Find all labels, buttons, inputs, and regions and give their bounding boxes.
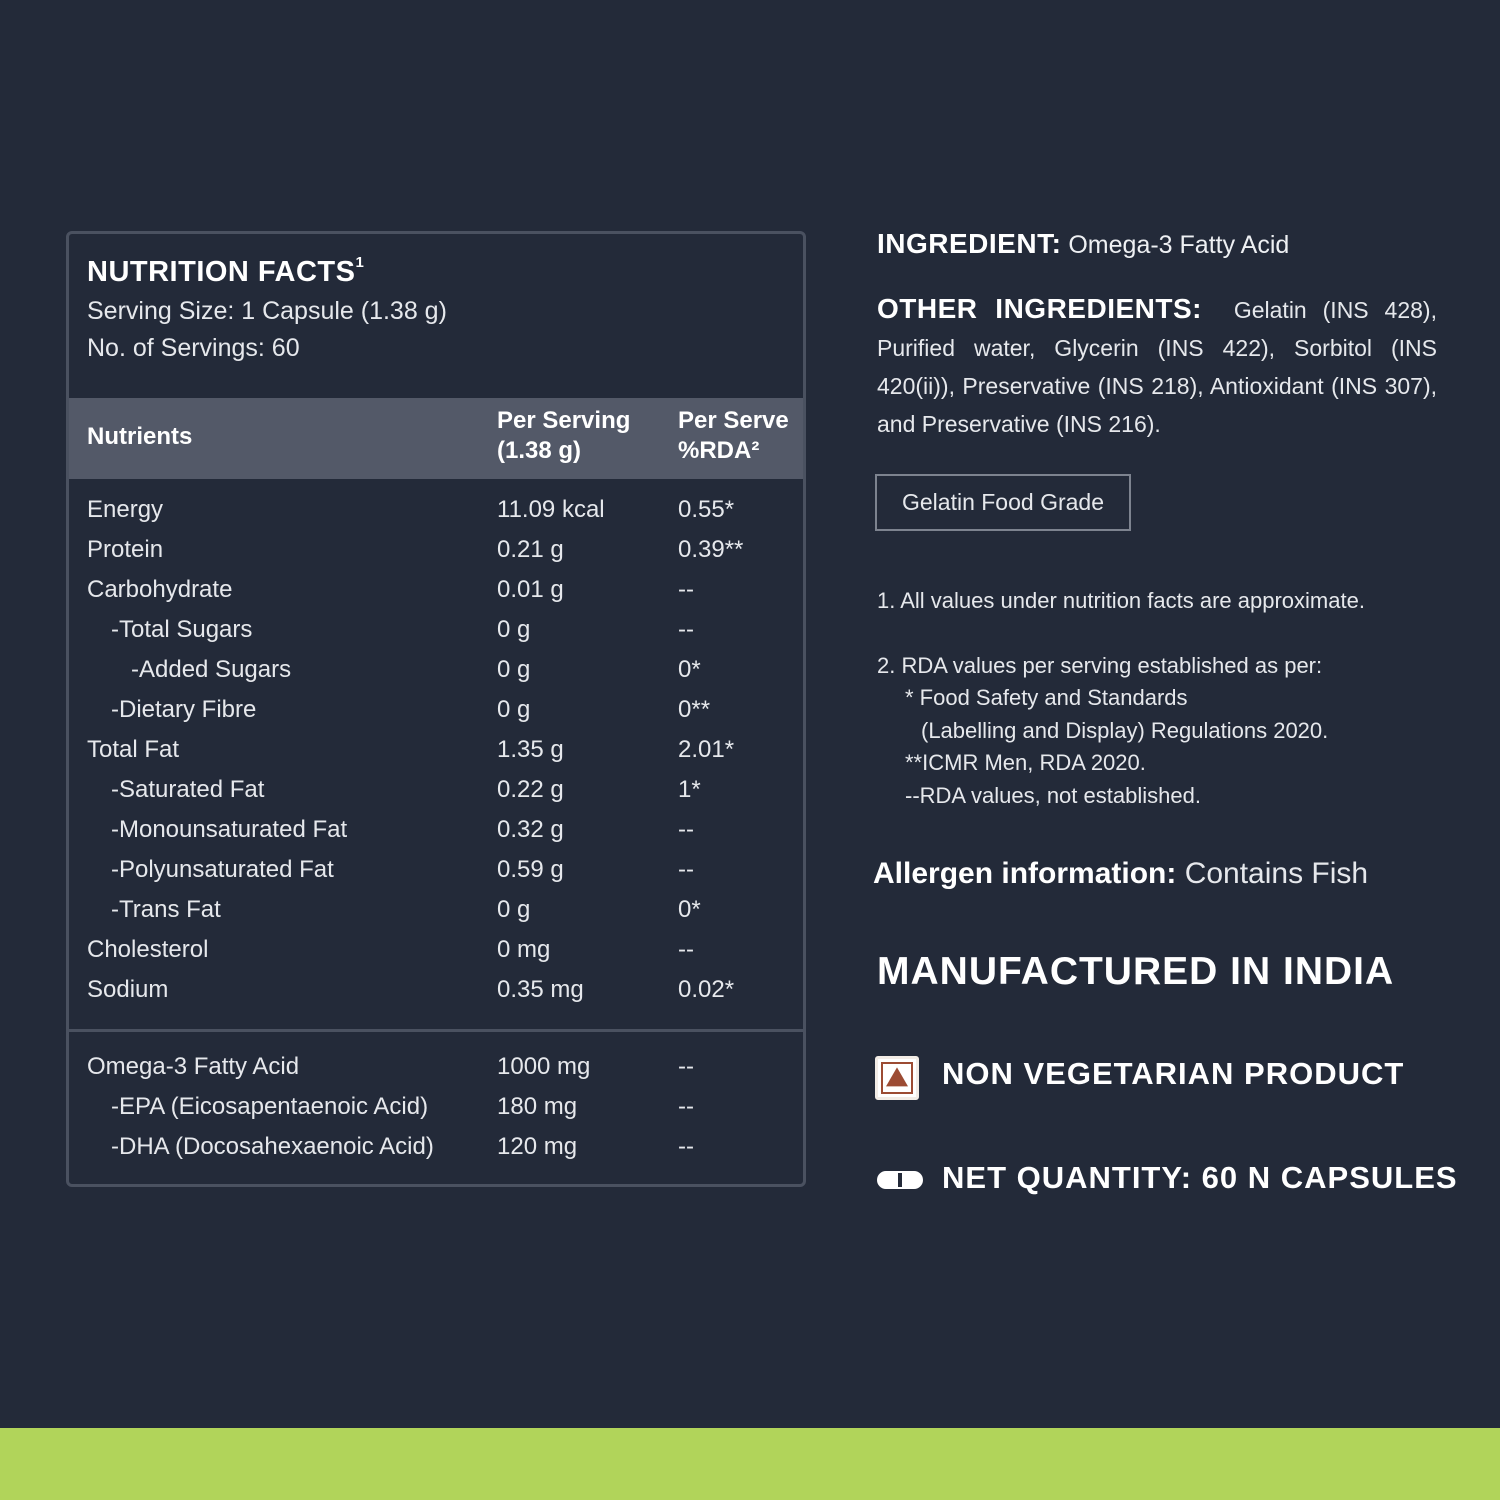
table-row bbox=[69, 732, 803, 772]
nutrient-name: -Added Sugars bbox=[131, 656, 292, 683]
nutrient-rda: -- bbox=[678, 1053, 694, 1080]
nutrient-value: 11.09 kcal bbox=[497, 496, 605, 523]
table-row bbox=[69, 492, 803, 532]
table-row bbox=[69, 892, 803, 932]
table-row bbox=[69, 572, 803, 612]
nutrient-value: 120 mg bbox=[497, 1133, 578, 1160]
gelatin-food-grade-badge: Gelatin Food Grade bbox=[875, 474, 1131, 531]
allergen-label: Allergen information: bbox=[873, 857, 1177, 890]
nutrient-name: -DHA (Docosahexaenoic Acid) bbox=[111, 1133, 434, 1160]
ingredient bbox=[877, 228, 1437, 260]
servings-count: No. of Servings: 60 bbox=[87, 334, 300, 362]
net-quantity-row bbox=[875, 1160, 1475, 1200]
nutrient-value: 0 g bbox=[497, 896, 531, 923]
non-veg-icon bbox=[875, 1056, 919, 1100]
nutrition-table-header bbox=[69, 398, 803, 479]
nutrient-rda: 0** bbox=[678, 696, 711, 723]
table-row bbox=[69, 1129, 803, 1169]
table-row bbox=[69, 692, 803, 732]
nutrient-value: 0 g bbox=[497, 656, 531, 683]
header-nutrients: Nutrients bbox=[87, 423, 193, 450]
allergen-info bbox=[873, 857, 1368, 891]
nutrient-rda: -- bbox=[678, 1093, 694, 1120]
nutrient-rda: -- bbox=[678, 936, 694, 963]
footnote-2: 2. RDA values per serving established as per: bbox=[877, 652, 1323, 678]
table-row bbox=[69, 652, 803, 692]
nutrient-value: 0.32 g bbox=[497, 816, 564, 843]
table-row bbox=[69, 532, 803, 572]
nutrient-rda: -- bbox=[678, 816, 694, 843]
nutrient-name: Energy bbox=[87, 496, 164, 523]
footnote-1: 1. All values under nutrition facts are approximate. bbox=[877, 588, 1365, 613]
nutrient-name: -Total Sugars bbox=[111, 616, 253, 643]
nutrient-rda: -- bbox=[678, 576, 694, 603]
table-divider bbox=[69, 1029, 803, 1032]
manufactured-in-india: MANUFACTURED IN INDIA bbox=[877, 950, 1395, 993]
nutrient-value: 1.35 g bbox=[497, 736, 564, 763]
table-row bbox=[69, 612, 803, 652]
footnote-marker: 1 bbox=[355, 254, 365, 271]
footnote-2a: * Food Safety and Standards bbox=[905, 685, 1188, 710]
footnote-2c: **ICMR Men, RDA 2020. bbox=[905, 750, 1146, 775]
net-quantity-label: NET QUANTITY: 60 N CAPSULES bbox=[942, 1160, 1458, 1195]
bottom-accent-strip bbox=[0, 1428, 1500, 1500]
nutrient-rda: 0.02* bbox=[678, 976, 735, 1003]
nutrient-name: Cholesterol bbox=[87, 936, 209, 963]
nutrient-name: Sodium bbox=[87, 976, 169, 1003]
table-row bbox=[69, 972, 803, 1012]
header-rda: Per Serve %RDA² bbox=[678, 407, 789, 464]
nutrient-rda: 0.55* bbox=[678, 496, 735, 523]
table-row bbox=[69, 852, 803, 892]
nutrition-table-body bbox=[69, 492, 803, 1012]
omega-table-body bbox=[69, 1049, 803, 1169]
non-veg-row bbox=[875, 1056, 1475, 1100]
nutrient-name: -Trans Fat bbox=[111, 896, 221, 923]
footnote-2b: (Labelling and Display) Regulations 2020. bbox=[921, 717, 1329, 743]
nutrient-value: 0.22 g bbox=[497, 776, 564, 803]
nutrient-rda: -- bbox=[678, 1133, 694, 1160]
nutrient-value: 0 g bbox=[497, 696, 531, 723]
nutrient-value: 0 mg bbox=[497, 936, 551, 963]
other-ingredients-value: Gelatin (INS 428), Purified water, Glycerin (INS 422), Sorbitol (INS 420(ii)), Preservative (INS 218), Antioxidant (INS 307), and Preservative (INS 216). bbox=[877, 297, 1437, 437]
nutrient-name: Omega-3 Fatty Acid bbox=[87, 1053, 300, 1080]
nutrient-rda: 2.01* bbox=[678, 736, 735, 763]
other-ingredients bbox=[877, 290, 1437, 443]
table-row bbox=[69, 772, 803, 812]
footnotes bbox=[877, 585, 1437, 812]
other-ingredients-label: OTHER INGREDIENTS: bbox=[877, 293, 1202, 324]
nutrient-rda: -- bbox=[678, 616, 694, 643]
nutrient-name: -Dietary Fibre bbox=[111, 696, 257, 723]
nutrient-name: -Saturated Fat bbox=[111, 776, 265, 803]
nutrient-value: 180 mg bbox=[497, 1093, 578, 1120]
nutrient-value: 0.21 g bbox=[497, 536, 564, 563]
nutrition-header bbox=[87, 256, 447, 363]
capsule-icon bbox=[877, 1171, 923, 1189]
serving-size: Serving Size: 1 Capsule (1.38 g) bbox=[87, 297, 447, 325]
nutrient-value: 1000 mg bbox=[497, 1053, 591, 1080]
nutrient-name: -EPA (Eicosapentaenoic Acid) bbox=[111, 1093, 429, 1120]
nutrition-facts-panel bbox=[66, 231, 806, 1187]
ingredient-label: INGREDIENT: bbox=[877, 228, 1062, 259]
nutrient-value: 0.01 g bbox=[497, 576, 564, 603]
nutrition-facts-title: NUTRITION FACTS$^1$ bbox=[87, 254, 365, 288]
nutrient-value: 0.35 mg bbox=[497, 976, 584, 1003]
nutrient-name: Carbohydrate bbox=[87, 576, 233, 603]
nutrient-rda: -- bbox=[678, 856, 694, 883]
nutrient-name: Total Fat bbox=[87, 736, 180, 763]
footnote-2d: --RDA values, not established. bbox=[905, 782, 1201, 808]
nutrient-rda: 1* bbox=[678, 776, 701, 803]
table-row bbox=[69, 812, 803, 852]
non-veg-label: NON VEGETARIAN PRODUCT bbox=[942, 1056, 1405, 1091]
table-row bbox=[69, 932, 803, 972]
allergen-value: Contains Fish bbox=[1184, 857, 1369, 890]
nutrient-rda: 0* bbox=[678, 656, 701, 683]
table-row bbox=[69, 1089, 803, 1129]
nutrient-rda: 0* bbox=[678, 896, 701, 923]
nutrient-rda: 0.39** bbox=[678, 536, 744, 563]
nutrient-value: 0 g bbox=[497, 616, 531, 643]
nutrient-name: -Monounsaturated Fat bbox=[111, 816, 348, 843]
nutrient-name: -Polyunsaturated Fat bbox=[111, 856, 334, 883]
nutrient-name: Protein bbox=[87, 536, 164, 563]
ingredient-value: Omega-3 Fatty Acid bbox=[1068, 231, 1290, 259]
nutrient-value: 0.59 g bbox=[497, 856, 564, 883]
header-per-serving: Per Serving (1.38 g) bbox=[497, 407, 631, 464]
table-row bbox=[69, 1049, 803, 1089]
